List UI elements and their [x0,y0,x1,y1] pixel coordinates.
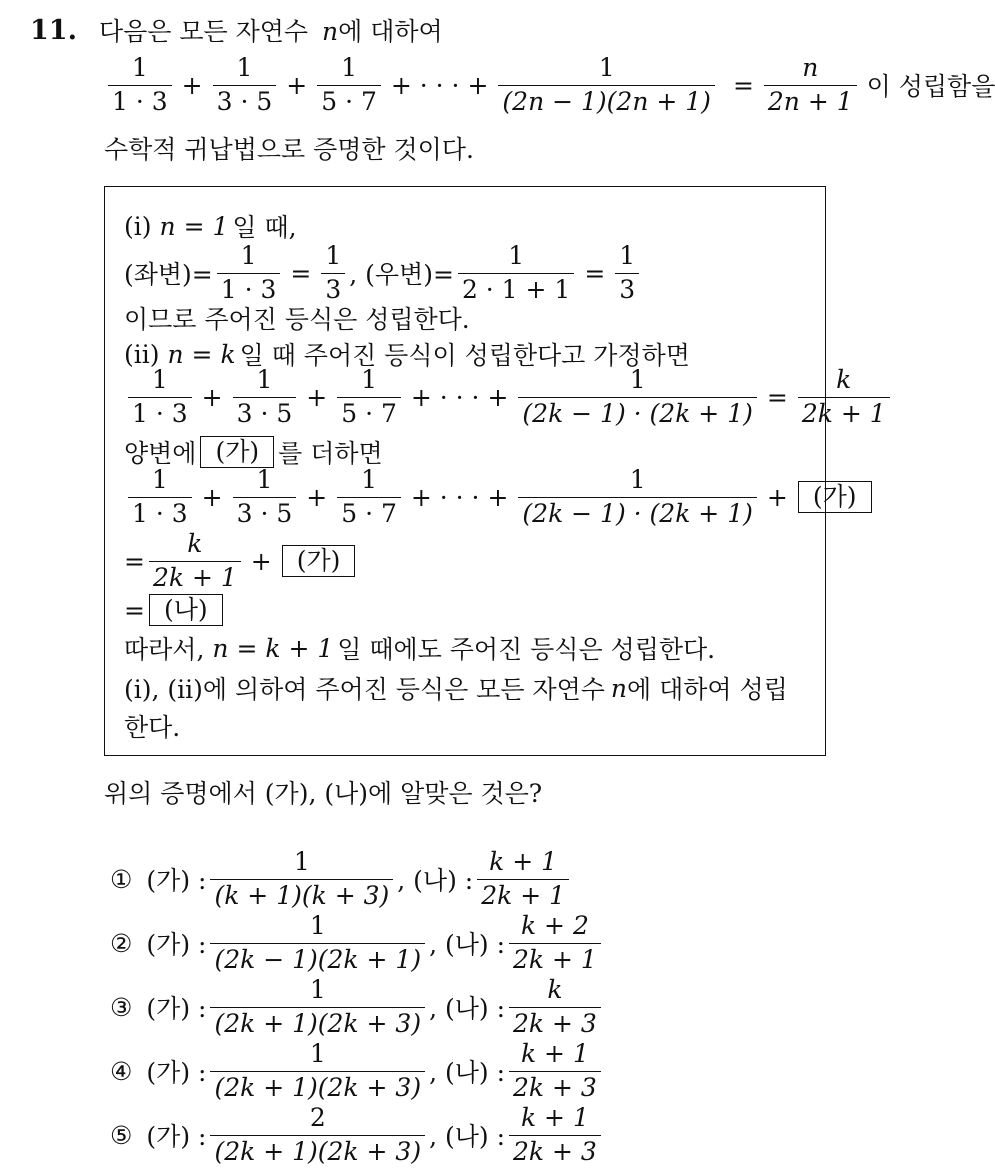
statement-line2: 수학적 귀납법으로 증명한 것이다. [104,135,474,164]
question-number: 11. [30,14,77,46]
intro-var: n [322,17,339,46]
choice-4[interactable]: ④ (가) : $\frac{1}{(2k + 1)(2k + 3)}$ , (나) : $\frac{k + 1}{2k + 3}$ [110,1040,605,1103]
intro-post: 에 대하여 [338,17,443,46]
both-sides-line: 양변에 (가) 를 더하면 [124,437,383,468]
step1-line: (i) n = 1 일 때, [124,211,297,242]
statement-formula: $\frac{1}{1 \cdot 3}$ + $\frac{1}{3 \cdot 5}$ + $\frac{1}{5 \cdot 7}$ + · · · + $\frac{1}{(2n - 1)(2n + 1)}$ = $\frac{n}{2n + 1}$ 이 성립함을 [104,54,995,117]
step1-conclusion: 이므로 주어진 등식은 성립한다. [124,305,470,334]
equals-na: = (나) [124,594,227,626]
term-general-n: $\frac{1}{(2n - 1)(2n + 1)}$ [498,54,715,117]
equals-k-plus-ga: = $\frac{k}{2k + 1}$ + (가) [124,530,359,593]
step2-line: (ii) n = k 일 때 주어진 등식이 성립한다고 가정하면 [124,339,690,370]
blank-ga: (가) [282,545,356,577]
ask-text: 위의 증명에서 (가), (나)에 알맞은 것은? [104,779,543,808]
question-header [30,12,443,48]
choice-3[interactable]: ③ (가) : $\frac{1}{(2k + 1)(2k + 3)}$ , (나) : $\frac{k}{2k + 3}$ [110,976,605,1039]
step2-formula: $\frac{1}{1 \cdot 3}$ + $\frac{1}{3 \cdot 5}$ + $\frac{1}{5 \cdot 7}$ + · · · + $\frac{1}{(2k - 1) \cdot (2k + 1)}$ = $\frac{k}{2k + 1}$ [124,366,894,429]
final-line1: (i), (ii)에 의하여 주어진 등식은 모든 자연수 n 에 대하여 성립 [124,673,788,704]
intro-text [99,12,443,48]
term-3-5: $\frac{1}{3 \cdot 5}$ [213,54,277,117]
choice-1[interactable]: ① (가) : $\frac{1}{(k + 1)(k + 3)}$ , (나) : $\frac{k + 1}{2k + 1}$ [110,848,573,911]
choice-5[interactable]: ⑤ (가) : $\frac{2}{(2k + 1)(2k + 3)}$ , (나) : $\frac{k + 1}{2k + 3}$ [110,1104,605,1167]
blank-ga: (가) [200,436,274,468]
therefore-line: 따라서, n = k + 1 일 때에도 주어진 등식은 성립한다. [124,633,716,664]
intro-pre: 다음은 모든 자연수 [98,17,309,46]
blank-ga: (가) [798,481,872,513]
term-5-7: $\frac{1}{5 \cdot 7}$ [317,54,381,117]
blank-na: (나) [149,594,223,626]
rhs-n: $\frac{n}{2n + 1}$ [764,54,857,117]
statement-suffix: 이 성립함을 [866,72,995,102]
term-1-3: $\frac{1}{1 \cdot 3}$ [108,54,172,117]
choice-2[interactable]: ② (가) : $\frac{1}{(2k - 1)(2k + 1)}$ , (나) : $\frac{k + 2}{2k + 1}$ [110,912,605,975]
final-line2: 한다. [124,713,181,742]
sum-plus-ga: $\frac{1}{1 \cdot 3}$ + $\frac{1}{3 \cdot 5}$ + $\frac{1}{5 \cdot 7}$ + · · · + $\frac{1}{(2k - 1) \cdot (2k + 1)}$ + (가) [124,466,876,529]
step1-calc: (좌변)= $\frac{1}{1 \cdot 3}$ = $\frac{1}{3}$ , (우변)= $\frac{1}{2 \cdot 1 + 1}$ = $\frac{1}{3}$ [124,242,643,305]
